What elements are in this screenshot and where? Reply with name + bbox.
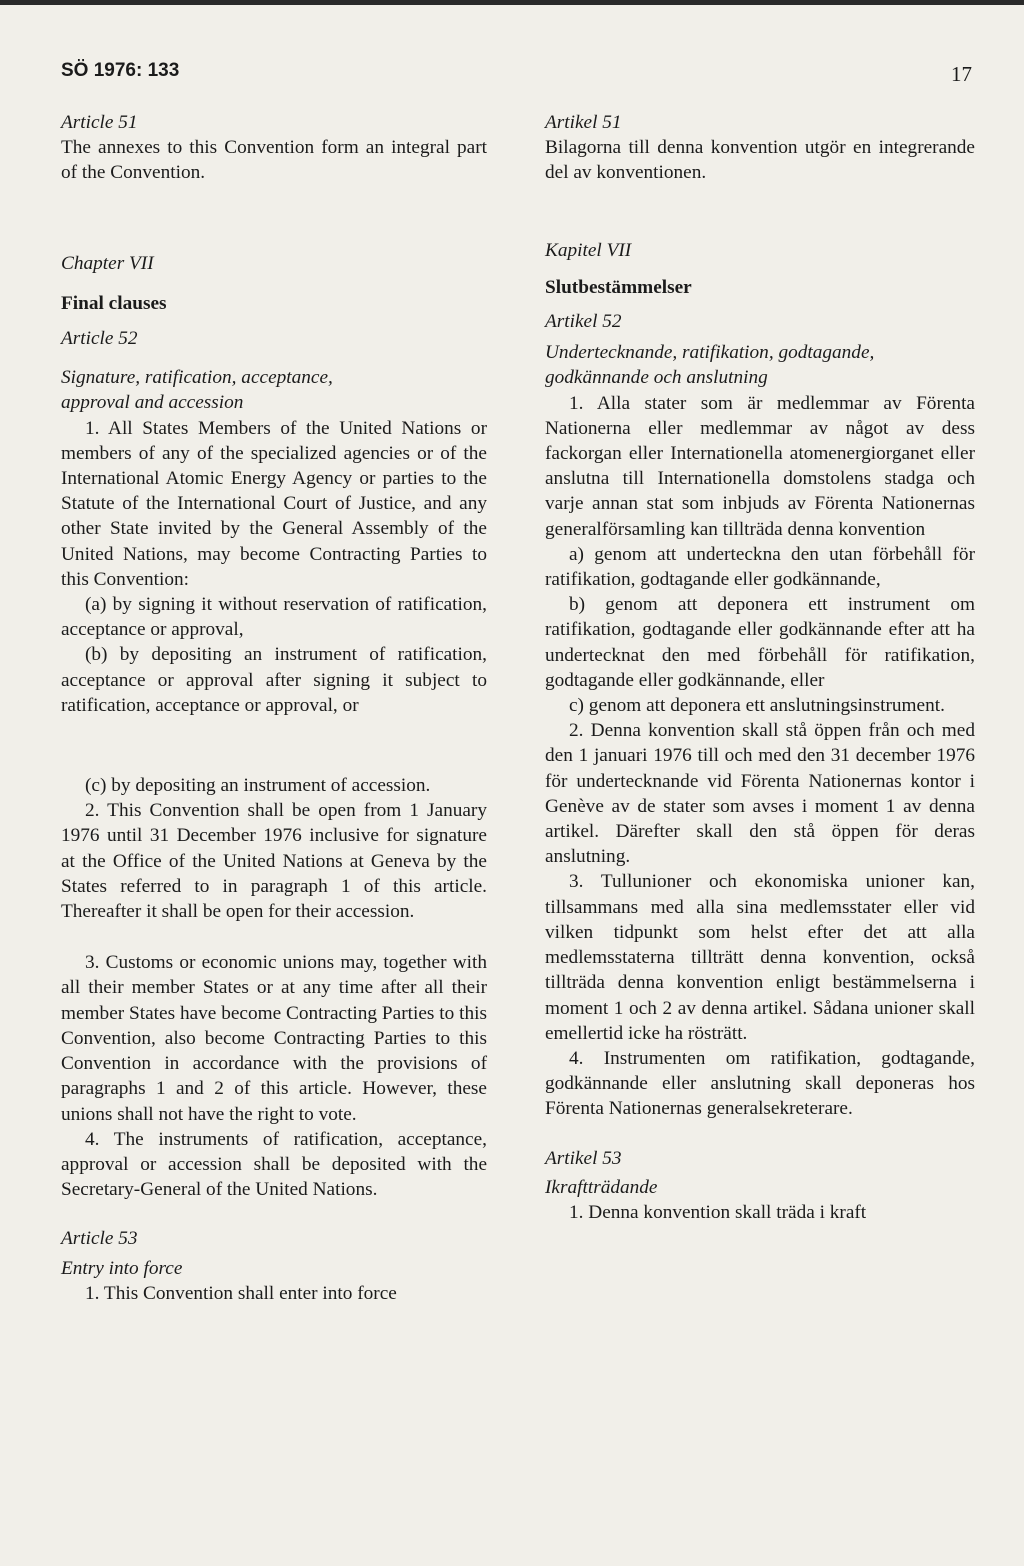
- artikel-52-subtitle-line-1: Undertecknande, ratifikation, godtagande,: [545, 342, 875, 364]
- article-52-heading: Article 52: [61, 328, 138, 350]
- article-52-paragraph-1: 1. All States Members of the United Nations or members of any of the specialized agencies or of the International Atomic Energy Agency or parties to the Statute of the International Court of Justice, and any other State invited by the General Assembly of the United Nations, may become Contracting Parties to this Convention:: [61, 417, 487, 590]
- artikel-52-punkt-b: b) genom att deponera ett instrument om ratifikation, godtagande eller godkännande efter att ha undertecknat den med förbehåll för ratifikation, godtagande eller godkännande, eller: [545, 594, 975, 691]
- artikel-52-moment-4: 4. Instrumenten om ratifikation, godtagande, godkännande eller anslutning skall deponeras hos Förenta Nationernas generalsekreterare.: [545, 1047, 975, 1120]
- article-52-item-a: (a) by signing it without reservation of ratification, acceptance or approval,: [61, 594, 487, 641]
- english-column: [61, 110, 487, 1306]
- kapitel-title: Slutbestämmelser: [545, 276, 692, 298]
- chapter-heading: Chapter VII: [61, 252, 154, 274]
- article-53-heading: Article 53: [61, 1228, 138, 1250]
- document-reference: SÖ 1976: 133: [61, 60, 180, 81]
- artikel-52-punkt-c: c) genom att deponera ett anslutningsinstrument.: [569, 695, 945, 717]
- top-rule: [0, 0, 1024, 5]
- article-53-paragraph-1: 1. This Convention shall enter into force: [85, 1282, 397, 1304]
- artikel-51-heading: Artikel 51: [545, 112, 622, 133]
- article-52-paragraph-2: 2. This Convention shall be open from 1 January 1976 until 31 December 1976 inclusive for signature at the Office of the United Nations at Geneva by the States referred to in paragraph 1 of this article. Thereafter it shall be open for their accession.: [61, 800, 487, 923]
- chapter-title: Final clauses: [61, 292, 167, 314]
- artikel-53-moment-1: 1. Denna konvention skall träda i kraft: [569, 1201, 867, 1223]
- article-53-subtitle: Entry into force: [61, 1257, 183, 1279]
- swedish-column: [545, 110, 975, 1225]
- artikel-51-text: Bilagorna till denna konvention utgör en integrerande del av konventionen.: [545, 137, 975, 184]
- article-52-subtitle-line-1: Signature, ratification, acceptance,: [61, 367, 333, 389]
- article-52-paragraph-3: 3. Customs or economic unions may, together with all their member States or at any time after all their member States have become Contracting Parties to this Convention, also become Contracting Parties to this Convention in accordance with the provisions of paragraphs 1 and 2 of this article. However, these unions shall not have the right to vote.: [61, 952, 487, 1125]
- artikel-52-heading: Artikel 52: [545, 311, 622, 333]
- article-52-item-b: (b) by depositing an instrument of ratification, acceptance or approval after signing it subject to ratification, acceptance or approval, or: [61, 644, 487, 716]
- artikel-52-punkt-a: a) genom att underteckna den utan förbehåll för ratifikation, godtagande eller godkännande,: [545, 543, 975, 591]
- article-52-subtitle-line-2: approval and accession: [61, 392, 244, 414]
- page-number: 17: [951, 62, 972, 86]
- article-51-heading: Article 51: [61, 112, 138, 133]
- kapitel-heading: Kapitel VII: [545, 239, 632, 261]
- artikel-53-heading: Artikel 53: [545, 1147, 622, 1169]
- artikel-52-moment-2: 2. Denna konvention skall stå öppen från och med den 1 januari 1976 till och med den 31 december 1976 för undertecknande vid Förenta Nationernas kontor i Genève av de stater som avses i moment 1 av denna artikel. Därefter skall den stå öppen för deras anslutning.: [545, 720, 975, 868]
- artikel-52-moment-3: 3. Tullunioner och ekonomiska unioner kan, tillsammans med alla sina medlemsstater eller vid vilken tidpunkt som helst efter det att alla medlemsstaterna tillträtt denna konvention, också tillträda denna konvention enligt bestämmelserna i moment 1 och 2 av denna artikel. Sådana unioner skall emellertid icke ha rösträtt.: [545, 871, 975, 1044]
- artikel-53-subtitle: Ikraftträdande: [545, 1176, 658, 1198]
- article-52-item-c: (c) by depositing an instrument of accession.: [85, 775, 431, 797]
- article-51-text: The annexes to this Convention form an integral part of the Convention.: [61, 137, 487, 184]
- artikel-52-moment-1: 1. Alla stater som är medlemmar av Förenta Nationerna eller medlemmar av något av dess fackorgan eller Internationella atomenergiorganet eller anslutna till Internationella domstolens stadga och varje annan stat som inbjuds av Förenta Nationernas generalförsamling kan tillträda denna konvention: [545, 392, 975, 540]
- artikel-52-subtitle-line-2: godkännande och anslutning: [545, 367, 768, 389]
- article-52-paragraph-4: 4. The instruments of ratification, acceptance, approval or accession shall be deposited with the Secretary-General of the United Nations.: [61, 1128, 487, 1201]
